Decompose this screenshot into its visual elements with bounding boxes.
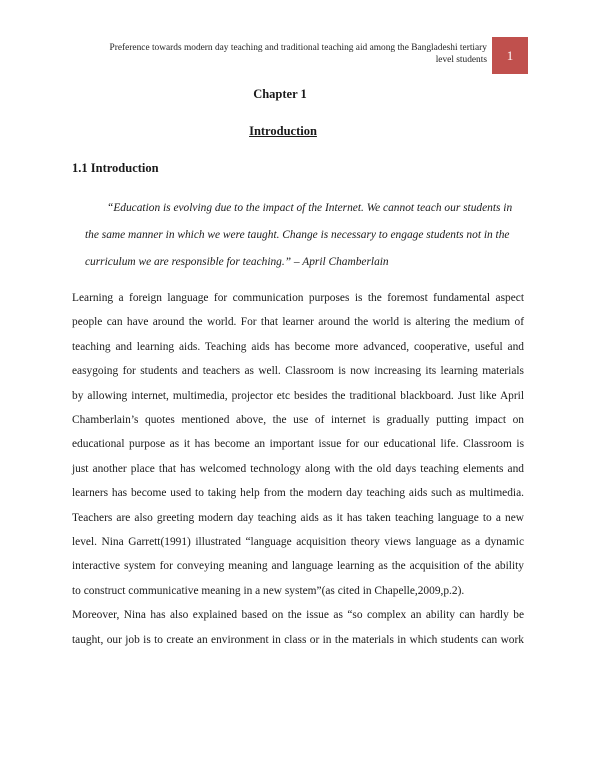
quote-line-3: curriculum we are responsible for teaching.” – April Chamberlain [85, 256, 389, 268]
body-line: people can have around the world. For that learner around the world is altering the medium of [72, 316, 524, 329]
section-heading: 1.1 Introduction [72, 161, 159, 175]
quote-line-1: “Education is evolving due to the impact of the Internet. We cannot teach our students in [107, 202, 513, 214]
body-line: by allowing internet, multimedia, projector etc besides the traditional blackboard. Just like April [72, 389, 524, 402]
body-line: to construct communicative meaning in a new system”(as cited in Chapelle,2009,p.2). [72, 584, 465, 597]
chapter-title: Introduction [249, 124, 317, 138]
body-line: just another place that has welcomed technology along with the old days teaching elements and [72, 462, 524, 475]
body-line: level. Nina Garrett(1991) illustrated “language acquisition theory views language as a dynamic [72, 536, 524, 549]
page-number-badge [492, 37, 528, 74]
body-line: interactive system for conveying meaning and language learning as the acquisition of the ability [72, 560, 524, 573]
body-line: easygoing for students and teachers as well. Classroom is now increasing its learning materials [72, 365, 524, 378]
body-line: taught, our job is to create an environment in class or in the materials in which students can work [72, 633, 524, 646]
epigraph-quote [85, 195, 535, 276]
body-line: educational purpose as it has become an important issue for our educational life. Classroom is [72, 438, 524, 451]
body-line: Learning a foreign language for communication purposes is the foremost fundamental aspect [72, 292, 524, 304]
body-line: Moreover, Nina has also explained based on the issue as “so complex an ability can hardly be [72, 609, 524, 622]
running-header-line-2: level students [435, 55, 487, 65]
running-header [82, 42, 487, 66]
body-line: Teachers are also greeting modern day teaching aids as it has taken teaching language to a new [72, 511, 524, 524]
quote-line-2: the same manner in which we were taught. Change is necessary to engage students not in the [85, 229, 510, 241]
chapter-label: Chapter 1 [253, 87, 307, 101]
page-number: 1 [506, 47, 514, 63]
body-line: Chamberlain’s quotes mentioned above, the use of internet is gradually putting impact on [72, 414, 524, 427]
body-paragraph [72, 286, 524, 652]
body-line: teaching and learning aids. Teaching aids has become more advanced, cooperative, useful and [72, 340, 524, 353]
running-header-line-1: Preference towards modern day teaching and traditional teaching aid among the Bangladeshi tertiary [109, 43, 487, 53]
body-line: learners has become used to taking help from the modern day teaching aids such as multimedia. [72, 487, 524, 500]
